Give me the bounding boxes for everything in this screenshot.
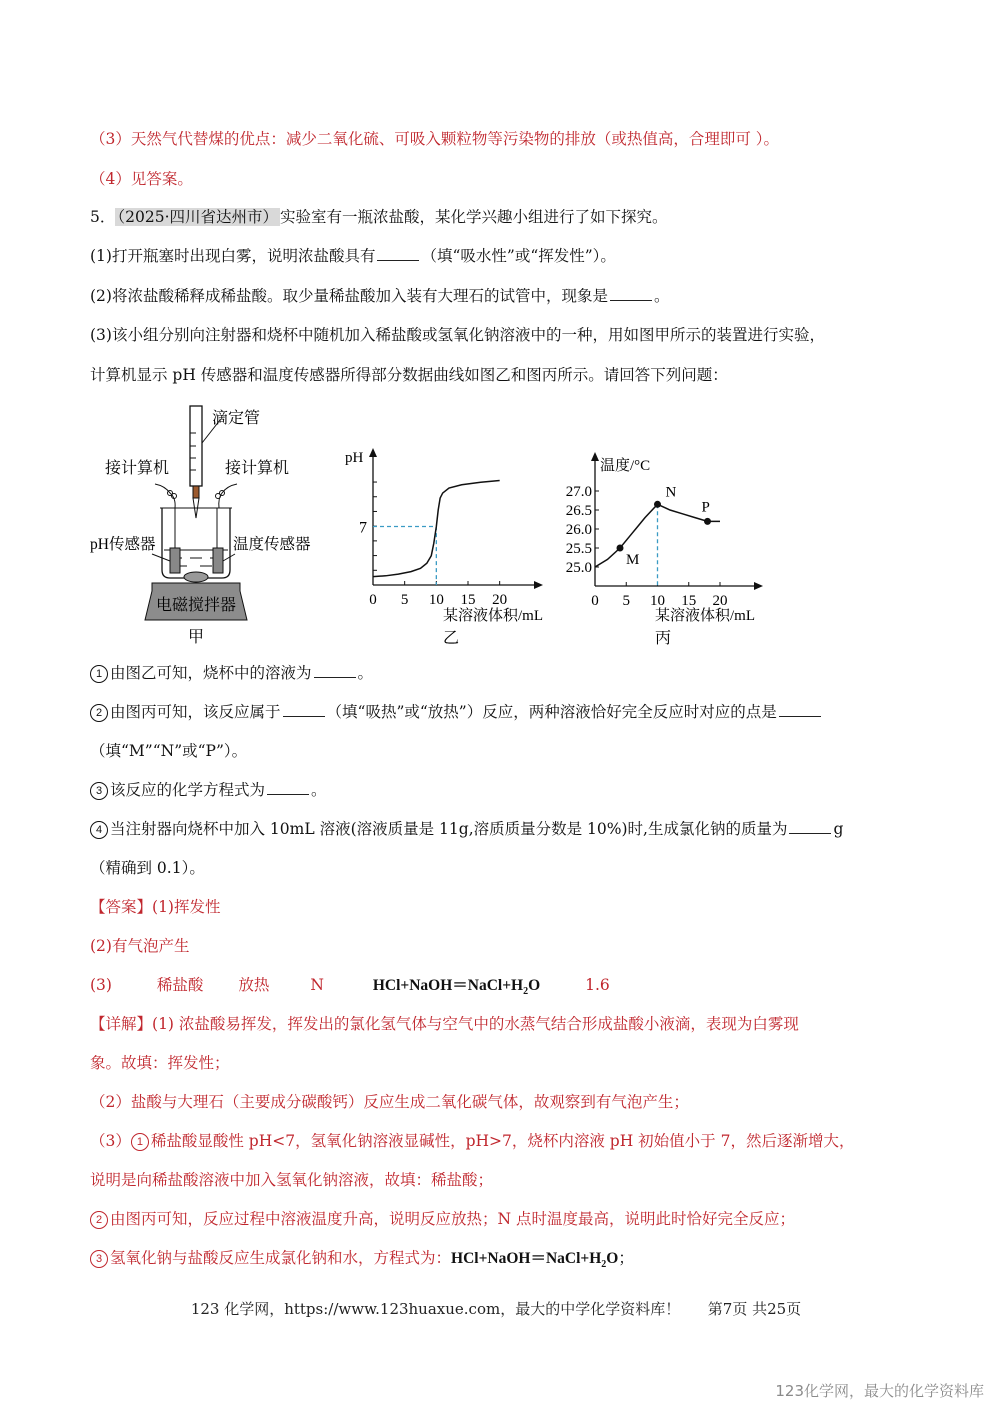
explanation-2: （2）盐酸与大理石（主要成分碳酸钙）反应生成二氧化碳气体，故观察到有气泡产生； (90, 1093, 689, 1111)
x-axis-arrow-icon (534, 581, 543, 589)
subquestion-3-text: 该反应的化学方程式为 (110, 781, 266, 799)
explanation-3-3 (90, 1248, 634, 1275)
data-point-n (654, 501, 661, 508)
cable-left-icon (155, 484, 177, 508)
circled-number: 2 (90, 704, 108, 722)
temp-sensor-label: 温度传感器 (233, 536, 311, 553)
x-tick-label: 15 (681, 593, 697, 609)
circled-number: 1 (90, 665, 108, 683)
subquestion-2-hint-line: （填“M”“N”或“P”）。 (90, 742, 248, 760)
explanation-1-line-2: 象。故填：挥发性； (90, 1054, 230, 1072)
ph-sensor-label: pH传感器 (90, 536, 156, 553)
answer-blank (377, 246, 419, 261)
temperature-chart (555, 450, 785, 650)
question-stem: 实验室有一瓶浓盐酸，某化学兴趣小组进行了如下探究。 (280, 208, 668, 226)
x-axis-label: 某溶液体积/mL (443, 608, 543, 624)
figure-caption-yi: 乙 (443, 630, 460, 647)
page-number: 第7页 共25页 (707, 1300, 802, 1318)
explanation-3-2-text: 由图丙可知，反应过程中溶液温度升高，说明反应放热；N 点时温度最高，说明此时恰好完全反应； (110, 1210, 795, 1228)
answer-blank (610, 286, 652, 301)
y-axis-arrow-icon (369, 448, 377, 457)
y-tick-label: 25.5 (565, 541, 592, 557)
answer-line-1 (90, 897, 220, 917)
explanation-3-1-line-2: 说明是向稀盐酸溶液中加入氢氧化钠溶液，故填：稀盐酸； (90, 1171, 494, 1189)
y-tick-label: 7 (359, 519, 367, 537)
prev-answer-3: （3）天然气代替煤的优点：减少二氧化硫、可吸入颗粒物等污染物的排放（或热值高，合理即可 ）。 (90, 130, 780, 148)
x-axis-arrow-icon (754, 582, 763, 590)
subquestion-4-precision: （精确到 0.1）。 (90, 859, 205, 877)
subquestion-4-text: 当注射器向烧杯中加入 10mL 溶液(溶液质量是 11g,溶质质量分数是 10%)时,生成氯化钠的质量为 (110, 820, 788, 838)
answer-blank (283, 702, 325, 717)
explanation-3-1-text: 稀盐酸显酸性 pH<7，氢氧化钠溶液显碱性，pH>7，烧杯内溶液 pH 初始值小于 7，然后逐渐增大， (150, 1132, 855, 1150)
prev-answer-4: （4）见答案。 (90, 170, 193, 188)
y-tick-label: 25.0 (565, 560, 592, 576)
answer-3-solution: 稀盐酸 (156, 976, 204, 994)
circled-number: 2 (90, 1211, 108, 1229)
x-tick-label: 10 (650, 593, 665, 609)
data-point-p (704, 518, 711, 525)
subquestion-4 (90, 819, 843, 839)
answer-line-3 (90, 975, 610, 1002)
y-tick-label: 27.0 (565, 484, 592, 500)
y-tick-label: 26.5 (565, 503, 592, 519)
answer-blank (789, 819, 831, 834)
question-header (90, 207, 668, 227)
answer-3-number: (3) (90, 976, 112, 994)
apparatus-figure (90, 398, 340, 650)
temp-sensor-icon (213, 508, 223, 573)
y-axis-label: 温度/°C (600, 458, 651, 474)
x-tick-label: 5 (622, 593, 630, 609)
question-number: 5． (90, 208, 116, 226)
explanation-3-1-line-1 (90, 1131, 854, 1151)
circled-number: 4 (90, 821, 108, 839)
y-axis-arrow-icon (591, 452, 599, 461)
subquestion-1-text: 由图乙可知，烧杯中的溶液为 (110, 664, 312, 682)
subquestion-3-end: 。 (311, 781, 327, 799)
y-tick-label: 26.0 (565, 522, 592, 538)
answer-blank (314, 663, 356, 678)
explanation-end: ； (618, 1249, 634, 1267)
circled-number: 3 (90, 1250, 108, 1268)
circled-number: 3 (90, 782, 108, 800)
computer-label-right: 接计算机 (225, 460, 290, 477)
explanation-1-line-1 (90, 1014, 799, 1034)
subquestion-2-hint: （填“吸热”或“放热”）反应，两种溶液恰好完全反应时对应的点是 (326, 703, 777, 721)
stirrer-label: 电磁搅拌器 (155, 597, 237, 614)
answer-3-heat: 放热 (238, 976, 270, 994)
part-3-line-1: (3)该小组分别向注射器和烧杯中随机加入稀盐酸或氢氧化钠溶液中的一种，用如图甲所示的装置进行实验， (90, 326, 825, 344)
part-1-text: (1)打开瓶塞时出现白雾，说明浓盐酸具有 (90, 247, 376, 265)
part-1-hint: （填“吸水性”或“挥发性”）。 (421, 247, 616, 265)
explanation-label: 【详解】 (90, 1015, 153, 1033)
watermark: 123化学网，最大的化学资料库 (775, 1382, 984, 1400)
ph-sensor-icon (170, 508, 180, 573)
subquestion-4-unit: g (833, 820, 844, 838)
subquestion-1-end: 。 (357, 664, 374, 682)
subquestion-2-text: 由图丙可知，该反应属于 (110, 703, 281, 721)
stir-bar-icon (184, 572, 208, 582)
x-tick-label: 0 (369, 592, 377, 608)
ph-chart (335, 440, 565, 650)
point-label-m: M (626, 552, 640, 568)
footer-site-text: 123 化学网，https://www.123huaxue.com，最大的中学化学资料库！ (190, 1300, 681, 1318)
page-footer (0, 1298, 992, 1319)
x-axis-label: 某溶液体积/mL (655, 608, 755, 624)
question-source: （2025·四川省达州市） (117, 208, 278, 226)
answer-blank (267, 780, 309, 795)
x-tick-label: 0 (591, 593, 599, 609)
y-axis-label: pH (345, 450, 364, 466)
answer-blank (779, 702, 821, 717)
subquestion-1 (90, 663, 373, 683)
circled-number: 1 (131, 1133, 149, 1151)
explanation-3-2 (90, 1209, 795, 1229)
subquestion-3 (90, 780, 327, 800)
answer-label: 【答案】 (90, 898, 153, 916)
answer-3-equation: $HCl+NaOH=NaCl+H_2O$ (372, 977, 541, 998)
part-2-text: (2)将浓盐酸稀释成稀盐酸。取少量稀盐酸加入装有大理石的试管中，现象是 (90, 287, 608, 305)
explanation-3-3-text: 氢氧化钠与盐酸反应生成氯化钠和水，方程式为： (110, 1249, 452, 1267)
x-tick-label: 5 (400, 592, 409, 608)
answer-2: (2)有气泡产生 (90, 937, 190, 955)
computer-label-left: 接计算机 (105, 460, 170, 477)
part-1 (90, 246, 616, 266)
answer-3-point: N (310, 976, 324, 994)
point-label-p: P (701, 499, 710, 516)
x-tick-label: 10 (428, 592, 444, 608)
x-tick-label: 20 (712, 593, 728, 609)
part-3-line-2: 计算机显示 pH 传感器和温度传感器所得部分数据曲线如图乙和图丙所示。请回答下列问题： (90, 366, 728, 384)
x-tick-label: 20 (492, 592, 508, 608)
explanation-equation: $HCl+NaOH=NaCl+H_2O$ (451, 1250, 619, 1271)
cable-right-icon (216, 484, 238, 508)
data-point-m (617, 545, 624, 552)
subquestion-2 (90, 702, 823, 722)
point-label-n: N (665, 484, 677, 501)
x-tick-label: 15 (460, 592, 476, 608)
answer-3-mass: 1.6 (585, 976, 610, 994)
answer-1: (1)挥发性 (152, 898, 221, 916)
figure-caption-bing: 丙 (655, 630, 672, 647)
explanation-1-text: (1) 浓盐酸易挥发，挥发出的氯化氢气体与空气中的水蒸气结合形成盐酸小液滴，表现为白雾现 (152, 1015, 799, 1033)
explanation-3-prefix: （3） (90, 1132, 131, 1150)
burette-label: 滴定管 (212, 410, 261, 427)
figure-caption-jia: 甲 (187, 629, 205, 646)
part-2 (90, 286, 669, 306)
part-2-end: 。 (653, 287, 670, 305)
